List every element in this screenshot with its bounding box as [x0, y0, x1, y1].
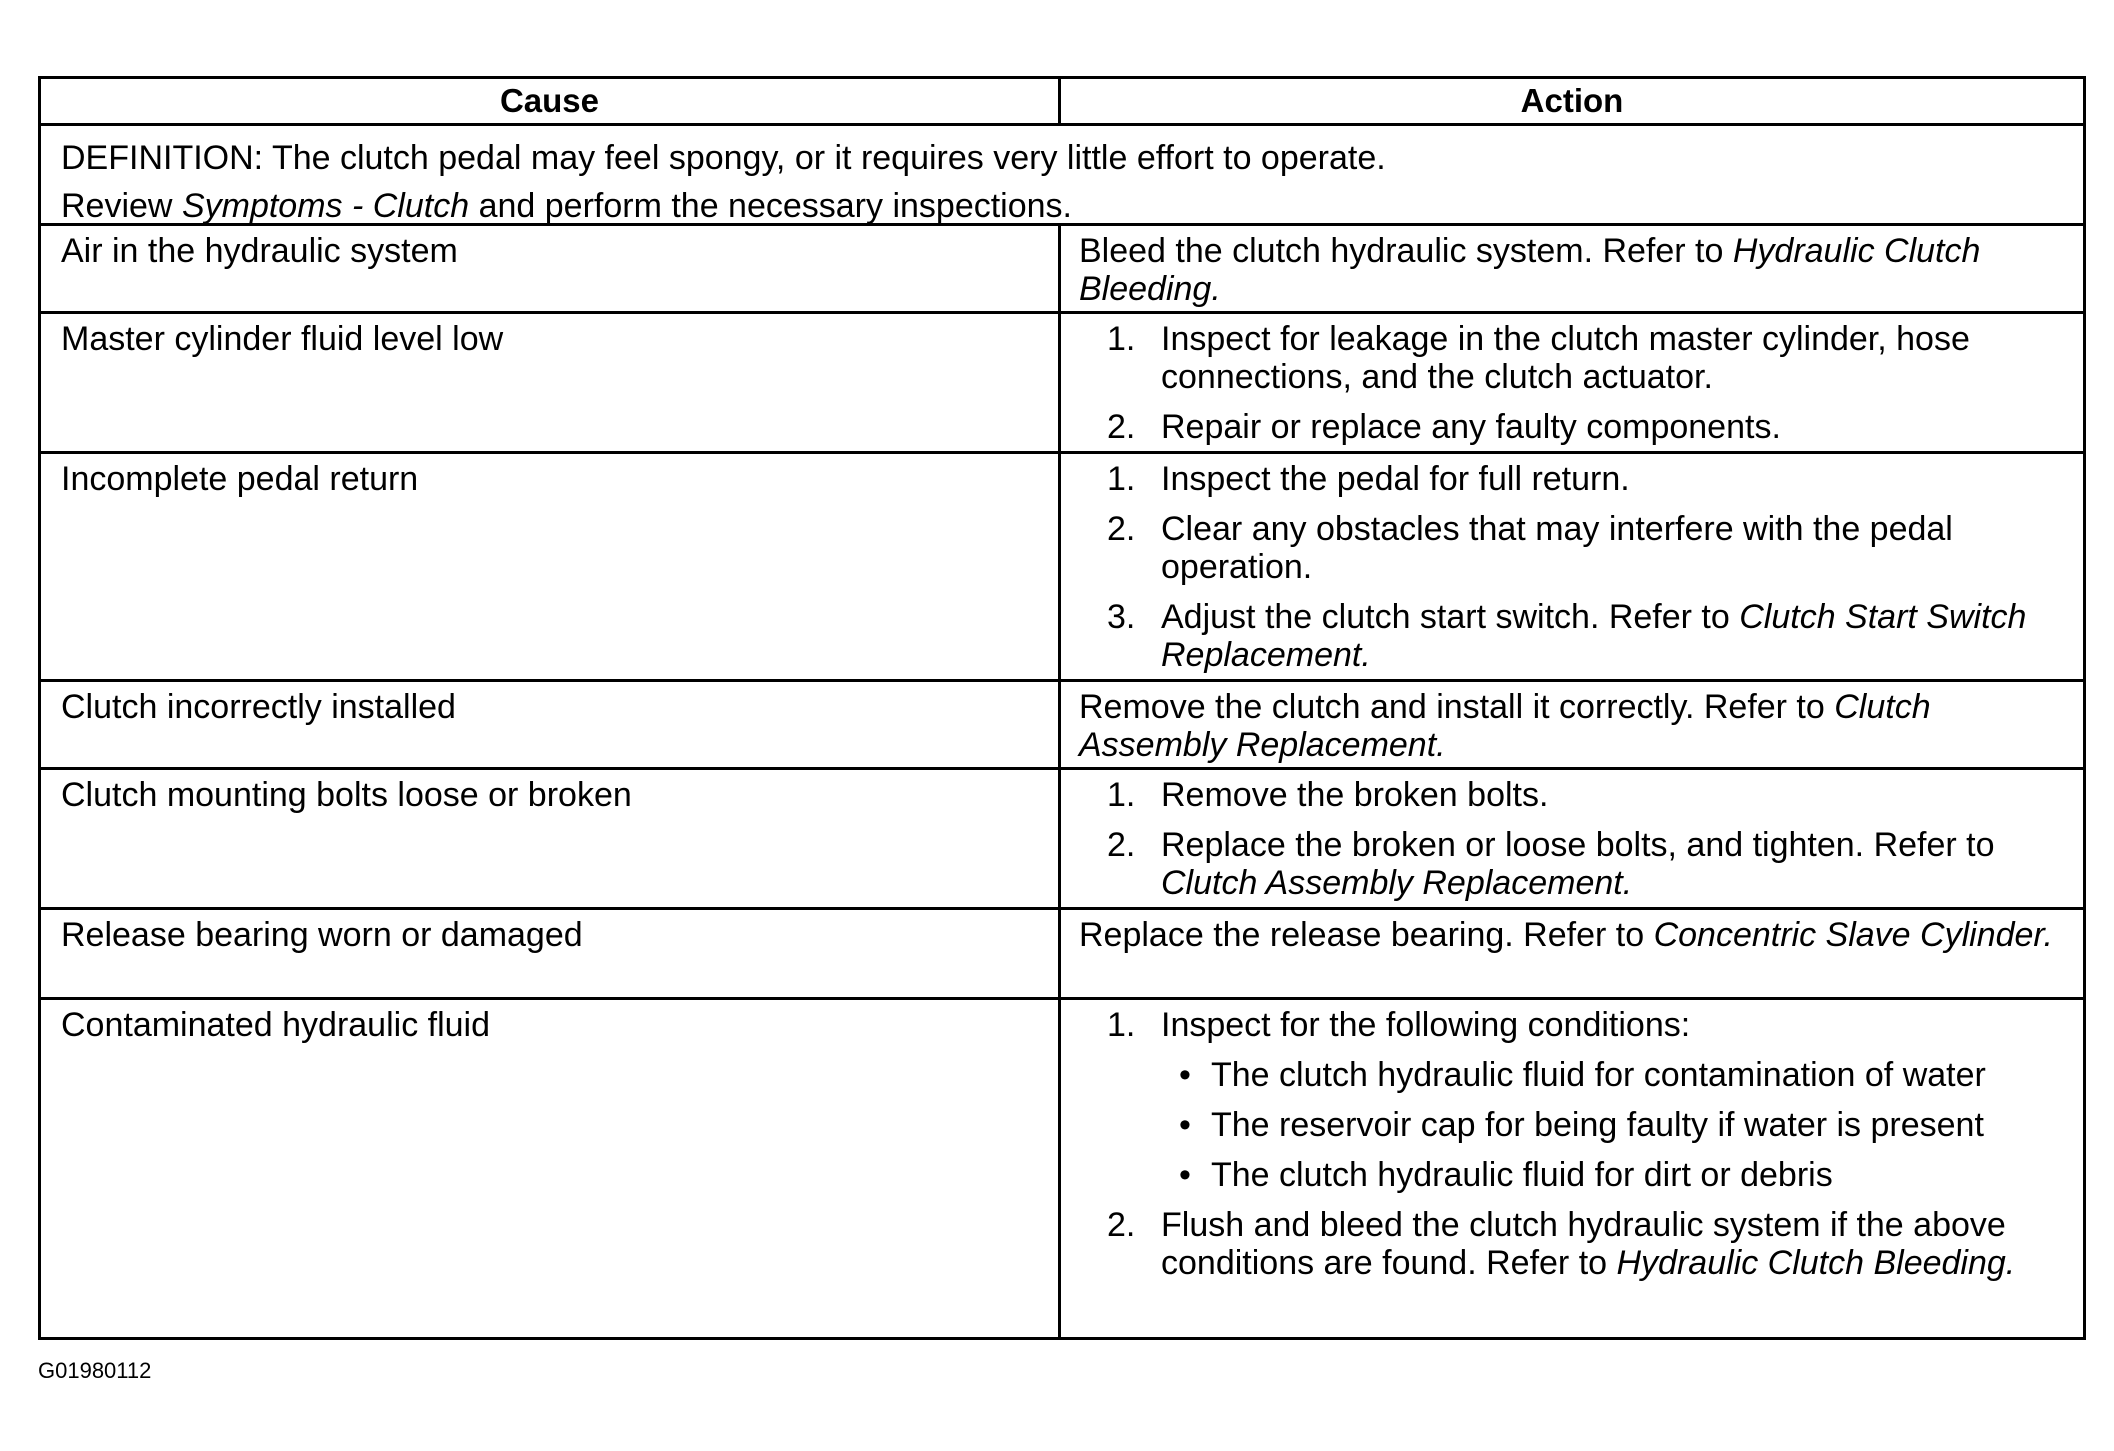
reference-link: Clutch Assembly Replacement.	[1079, 688, 1931, 764]
table-row	[41, 910, 2083, 1000]
table-row	[41, 770, 2083, 910]
review-suffix: and perform the necessary inspections.	[469, 187, 1072, 225]
action-cell	[1061, 682, 2083, 767]
step-number: 2.	[1107, 1206, 1136, 1244]
reference-link: Clutch Assembly Replacement.	[1161, 864, 1633, 902]
step-list	[1079, 320, 2071, 446]
bullet-item	[1161, 1056, 2071, 1094]
action-cell	[1061, 910, 2083, 997]
step-item	[1079, 510, 2071, 586]
step-item	[1079, 460, 2071, 498]
step-text: Inspect for the following conditions:	[1161, 1006, 1691, 1044]
action-cell	[1061, 770, 2083, 907]
step-item	[1079, 1206, 2071, 1282]
step-number: 1.	[1107, 776, 1136, 814]
step-number: 2.	[1107, 826, 1136, 864]
action-body: Remove the clutch and install it correctly. Refer to	[1079, 688, 1835, 726]
bullet-item	[1161, 1106, 2071, 1144]
step-item	[1079, 826, 2071, 902]
action-cell	[1061, 226, 2083, 311]
step-item	[1079, 1006, 2071, 1194]
step-number: 1.	[1107, 460, 1136, 498]
bullet-text: The reservoir cap for being faulty if water is present	[1211, 1106, 1984, 1144]
bullet-list	[1161, 1056, 2071, 1194]
reference-link: Hydraulic Clutch Bleeding.	[1079, 232, 1981, 308]
bullet-icon: •	[1179, 1156, 1191, 1194]
step-number: 1.	[1107, 320, 1136, 358]
action-text	[1079, 916, 2071, 954]
reference-link: Concentric Slave Cylinder.	[1653, 916, 2053, 954]
action-body: Replace the release bearing. Refer to	[1079, 916, 1654, 954]
step-text: Inspect for leakage in the clutch master cylinder, hose connections, and the clutch actuator.	[1161, 320, 1970, 396]
action-cell	[1061, 314, 2083, 451]
bullet-text: The clutch hydraulic fluid for contamination of water	[1211, 1056, 1986, 1094]
reference-link: Hydraulic Clutch Bleeding.	[1616, 1244, 2016, 1282]
figure-id: G01980112	[38, 1358, 152, 1383]
symptoms-reference: Symptoms - Clutch	[181, 187, 470, 225]
cause-cell: Master cylinder fluid level low	[41, 314, 1061, 451]
table-header-row	[41, 79, 2083, 126]
step-text: Flush and bleed the clutch hydraulic system if the above conditions are found. Refer to	[1161, 1206, 2006, 1282]
table-row	[41, 682, 2083, 770]
definition-text: DEFINITION: The clutch pedal may feel spongy, or it requires very little effort to operate.	[61, 139, 1386, 177]
action-text	[1079, 232, 2071, 308]
bullet-icon: •	[1179, 1106, 1191, 1144]
action-text	[1079, 688, 2071, 764]
step-text: Clear any obstacles that may interfere with the pedal operation.	[1161, 510, 1953, 586]
cause-cell: Release bearing worn or damaged	[41, 910, 1061, 997]
step-number: 2.	[1107, 510, 1136, 548]
step-item	[1079, 320, 2071, 396]
cause-cell: Contaminated hydraulic fluid	[41, 1000, 1061, 1337]
step-text: Adjust the clutch start switch. Refer to	[1161, 598, 1740, 636]
table-row	[41, 314, 2083, 454]
step-text: Repair or replace any faulty components.	[1161, 408, 1781, 446]
step-number: 3.	[1107, 598, 1136, 636]
cause-cell: Air in the hydraulic system	[41, 226, 1061, 311]
diagnostic-table	[38, 76, 2086, 1340]
bullet-icon: •	[1179, 1056, 1191, 1094]
step-text: Replace the broken or loose bolts, and tighten. Refer to	[1161, 826, 1995, 864]
step-list	[1079, 776, 2071, 902]
review-prefix: Review	[61, 187, 182, 225]
review-text	[61, 182, 2063, 230]
cause-cell: Clutch incorrectly installed	[41, 682, 1061, 767]
action-cell	[1061, 454, 2083, 679]
step-number: 2.	[1107, 408, 1136, 446]
step-text: Inspect the pedal for full return.	[1161, 460, 1630, 498]
table-row	[41, 1000, 2083, 1337]
definition-row	[41, 126, 2083, 226]
bullet-item	[1161, 1156, 2071, 1194]
step-text: Remove the broken bolts.	[1161, 776, 1549, 814]
cause-cell: Incomplete pedal return	[41, 454, 1061, 679]
action-cell	[1061, 1000, 2083, 1337]
step-item	[1079, 598, 2071, 674]
step-number: 1.	[1107, 1006, 1136, 1044]
bullet-text: The clutch hydraulic fluid for dirt or debris	[1211, 1156, 1833, 1194]
step-item	[1079, 776, 2071, 814]
action-body: Bleed the clutch hydraulic system. Refer to	[1079, 232, 1733, 270]
header-action: Action	[1520, 82, 1624, 119]
step-item	[1079, 408, 2071, 446]
table-row	[41, 454, 2083, 682]
reference-link: Clutch Start Switch Replacement.	[1161, 598, 2027, 674]
header-cause: Cause	[41, 79, 1061, 123]
table-row	[41, 226, 2083, 314]
cause-cell: Clutch mounting bolts loose or broken	[41, 770, 1061, 907]
step-list	[1079, 460, 2071, 674]
step-list	[1079, 1006, 2071, 1282]
